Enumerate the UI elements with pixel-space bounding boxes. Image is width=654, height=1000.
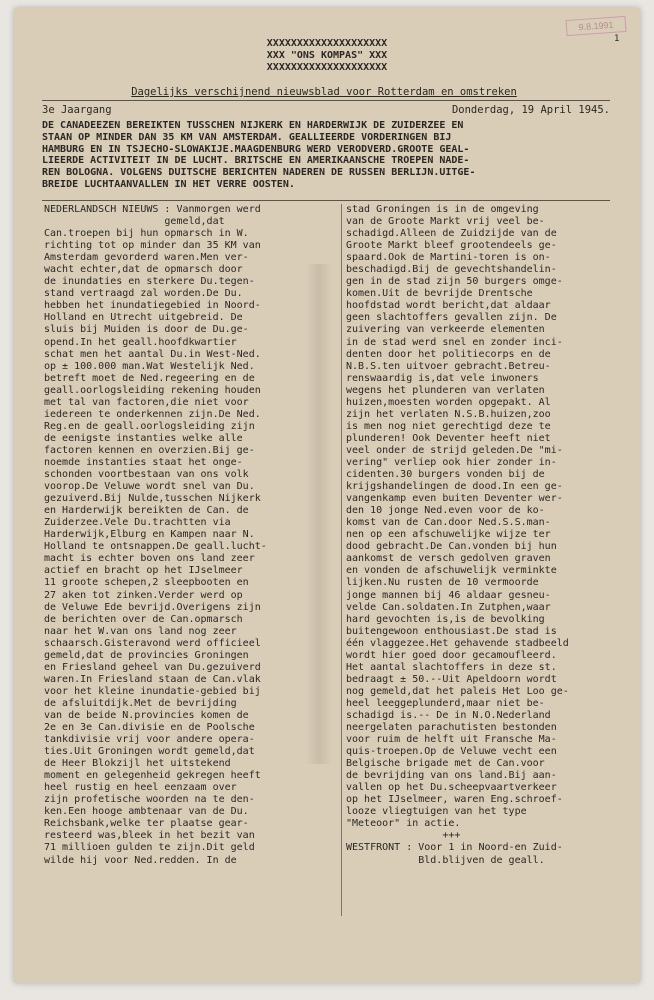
text-line: looze vliegtuigen van het type — [346, 806, 527, 818]
text-line: Can.troepen bij hun opmarsch in W. — [44, 228, 249, 240]
text-line: tankdivisie vrij voor andere opera- — [44, 734, 255, 746]
text-line: krijgshandelingen de dood.In een ge- — [346, 481, 563, 493]
text-line: richting tot op minder dan 35 KM van — [44, 240, 261, 252]
headline-line: STAAN OP MINDER DAN 35 KM VAN AMSTERDAM. GEALLIEERDE VORDERINGEN BIJ — [42, 131, 452, 143]
text-line: geen slachtoffers gevallen zijn. De — [346, 312, 557, 324]
text-line: naar het W.van ons land nog zeer — [44, 625, 237, 637]
text-line: cidenten.30 burgers vonden bij de — [346, 469, 545, 481]
text-line: den 10 jonge Ned.even voor de ko- — [346, 505, 545, 517]
headline-line: DE CANADEEZEN BEREIKTEN TUSSCHEN NIJKERK EN HARDERWIJK DE ZUIDERZEE EN — [42, 120, 464, 131]
text-line: heel leeggeplunderd,maar niet be- — [346, 697, 545, 709]
text-line: sluis bij Muiden is door de Du.ge- — [44, 324, 249, 336]
text-line: plunderen! Ook Deventer heeft niet — [346, 432, 551, 444]
text-line: zijn het verlaten N.S.B.huizen,zoo — [346, 408, 551, 420]
text-line: schadigd is.-- De in N.O.Nederland — [346, 709, 551, 721]
text-line: ties.Uit Groningen wordt gemeld,dat — [44, 746, 255, 758]
headline-line: LIEERDE ACTIVITEIT IN DE LUCHT. BRITSCHE EN AMERIKAANSCHE TROEPEN NADE- — [42, 155, 470, 167]
volume-label: 3e Jaargang — [42, 104, 112, 116]
text-line: +++ — [346, 830, 461, 842]
text-line: moment en gelegenheid gekregen heeft — [44, 770, 261, 782]
text-line: heel rustig en heel eenzaam over — [44, 782, 237, 794]
text-line: denten door het politiecorps en de — [346, 348, 551, 360]
divider-line — [42, 200, 610, 201]
text-line: de bevrijding van ons land.Bij aan- — [346, 770, 557, 782]
text-line: resteerd was,bleek in het bezit van — [44, 830, 255, 842]
text-line: actief en bracht op het IJselmeer — [44, 565, 243, 577]
text-line: op het IJselmeer, waren Eng.schroef- — [346, 794, 563, 806]
text-line: en Friesland geheel van Du.gezuiverd — [44, 661, 261, 673]
text-line: één vlaggezee.Het gehavende stadbeeld — [346, 637, 569, 649]
text-line: 71 millioen gulden te zijn.Dit geld — [44, 842, 255, 854]
text-line: de inundaties en sterkere Du.tegen- — [44, 276, 255, 288]
text-line: Bld.blijven de geall. — [346, 854, 545, 866]
text-line: lijken.Nu rusten de 10 vermoorde — [346, 577, 539, 589]
text-line: Harderwijk,Elburg en Kampen naar N. — [44, 529, 255, 541]
text-line: factoren kennen en overzien.Bij ge- — [44, 444, 255, 456]
text-line: jonge mannen bij 46 aldaar gesneu- — [346, 589, 551, 601]
text-line: vallen op het Du.scheepvaartverkeer — [346, 782, 557, 794]
text-line: Het aantal slachtoffers in deze st. — [346, 661, 557, 673]
text-line: de eenigste instanties welke alle — [44, 432, 243, 444]
text-line: buitengewoon enthousiast.De stad is — [346, 625, 557, 637]
text-line: zijn profetische woorden na te den- — [44, 794, 255, 806]
text-line: wacht echter,dat de opmarsch door — [44, 264, 243, 276]
text-line: geall.oorlogsleiding rekening houden — [44, 384, 261, 396]
text-line: voorop.De Veluwe wordt snel van Du. — [44, 481, 255, 493]
text-line: gemeld,dat — [44, 216, 225, 228]
newspaper-page — [14, 8, 640, 983]
text-line: wilde hij voor Ned.redden. In de — [44, 854, 237, 866]
text-line: huizen,moesten worden opgepakt. Al — [346, 396, 551, 408]
right-column — [346, 204, 631, 867]
text-line: Zuiderzee.Vele Du.trachtten via — [44, 517, 231, 529]
text-line: gezuiverd.Bij Nulde,tusschen Nijkerk — [44, 493, 261, 505]
text-line: stad Groningen is in de omgeving — [346, 204, 539, 215]
text-line: iedereen te onderkennen zijn.De Ned. — [44, 408, 261, 420]
headline-line: BREIDE LUCHTAANVALLEN IN HET VERRE OOSTEN. — [42, 178, 295, 190]
text-line: Holland en Utrecht uitgebreid. De — [44, 312, 243, 324]
text-line: Reichsbank,welke ter plaatse gear- — [44, 818, 249, 830]
text-line: voor ruim de helft uit Fransche Ma- — [346, 734, 557, 746]
text-line: schadigd.Alleen de Zuidzijde van de — [346, 228, 557, 240]
text-line: Holland te ontsnappen.De geall.lucht- — [44, 541, 267, 553]
text-line: "Meteoor" in actie. — [346, 818, 461, 830]
text-line: wordt hier goed door gecamoufleerd. — [346, 649, 557, 661]
text-line: zuivering van verkeerde elementen — [346, 324, 545, 336]
headline — [42, 120, 614, 191]
text-line: noemde instanties staat het onge- — [44, 456, 243, 468]
text-line: gemeld,dat de provincies Groningen — [44, 649, 249, 661]
text-line: komst van de Can.door Ned.S.S.man- — [346, 517, 551, 529]
text-line: de berichten over de Can.opmarsch — [44, 613, 243, 625]
text-line: betreft moet de Ned.regeering en de — [44, 372, 255, 384]
text-line: en Harderwijk bereikten de Can. de — [44, 505, 249, 517]
text-line: quis-troepen.Op de Veluwe vecht een — [346, 746, 557, 758]
text-line: neergelaten parachutisten bestonden — [346, 722, 557, 734]
text-line: de Heer Blokzijl het uitstekend — [44, 758, 231, 770]
text-line: op ± 100.000 man.Wat Westelijk Ned. — [44, 360, 255, 372]
text-line: en vonden de afschuwelijk verminkte — [346, 565, 557, 577]
text-line: beschadigd.Bij de gevechtshandelin- — [346, 264, 557, 276]
text-line: Amsterdam gevorderd waren.Men ver- — [44, 252, 249, 264]
text-line: 2e en 3e Can.divisie en de Poolsche — [44, 722, 255, 734]
text-line: komen.Uit de bevrijde Drentsche — [346, 288, 533, 300]
text-line: vangenkamp even buiten Deventer wer- — [346, 493, 563, 505]
newspaper-subtitle: Dagelijks verschijnend nieuwsblad voor Rotterdam en omstreken — [131, 86, 517, 98]
text-line: de Veluwe Ede bevrijd.Overigens zijn — [44, 601, 261, 613]
text-line: Belgische brigade met de Can.voor — [346, 758, 545, 770]
text-line: vering" verliep ook hier zonder in- — [346, 456, 557, 468]
text-line: stand vertraagd zal worden.De Du. — [44, 288, 243, 300]
text-line: schaarsch.Gisteravond werd officieel — [44, 637, 261, 649]
text-line: de afsluitdijk.Met de bevrijding — [44, 697, 237, 709]
text-line: NEDERLANDSCH NIEUWS : Vanmorgen werd — [44, 204, 261, 215]
text-line: N.B.S.ten uitvoer gebracht.Betreu- — [346, 360, 551, 372]
text-line: schat men het aantal Du.in West-Ned. — [44, 348, 261, 360]
text-line: ken.Een hooge ambtenaar van de Du. — [44, 806, 249, 818]
text-line: veel onder de strijd geleden.De "mi- — [346, 444, 563, 456]
text-line: 11 groote schepen,2 sleepbooten en — [44, 577, 249, 589]
text-line: renswaardig is,dat vele inwoners — [346, 372, 539, 384]
headline-line: HAMBURG EN IN TSJECHO-SLOWAKIJE.MAAGDENBURG WERD VERODVERD.GROOTE GEAL- — [42, 143, 470, 155]
text-line: spaard.Ook de Martini-toren is on- — [346, 252, 551, 264]
text-line: van de Groote Markt vrij veel be- — [346, 216, 545, 228]
masthead-border-bottom: XXXXXXXXXXXXXXXXXXXX — [266, 62, 388, 73]
headline-line: REN BOLOGNA. VOLGENS DUITSCHE BERICHTEN NADEREN DE RUSSEN BERLIJN.UITGE- — [42, 167, 476, 179]
text-line: met tal van factoren,die niet voor — [44, 396, 249, 408]
text-line: hebben het inundatiegebied in Noord- — [44, 300, 261, 312]
masthead-border-top: XXXXXXXXXXXXXXXXXXXX — [266, 38, 388, 49]
text-line: opend.In het geall.hoofdkwartier — [44, 336, 237, 348]
text-line: nen op een afschuwelijke wijze ter — [346, 529, 551, 541]
text-line: 27 aken tot zinken.Verder werd op — [44, 589, 243, 601]
text-line: in de stad werd snel en zonder inci- — [346, 336, 563, 348]
page-number: 1 — [614, 34, 620, 44]
text-line: nog gemeld,dat het paleis Het Loo ge- — [346, 685, 569, 697]
text-line: macht is echter boven ons land zeer — [44, 553, 255, 565]
column-divider — [341, 204, 342, 916]
text-line: Groote Markt bleef grootendeels ge- — [346, 240, 557, 252]
text-line: WESTFRONT : Voor 1 in Noord-en Zuid- — [346, 842, 563, 854]
text-line: Reg.en de geall.oorlogsleiding zijn — [44, 420, 255, 432]
issue-date: Donderdag, 19 April 1945. — [451, 104, 610, 116]
masthead-title: XXX "ONS KOMPAS" XXX — [266, 50, 388, 61]
text-line: bedraagt ± 50.--Uit Apeldoorn wordt — [346, 673, 557, 685]
text-line: schonden voortbestaan van ons volk — [44, 469, 249, 481]
text-line: is men nog niet gerechtigd deze te — [346, 420, 551, 432]
text-line: aankomst de versch gedolven graven — [346, 553, 551, 565]
text-line: waren.In Friesland staan de Can.vlak — [44, 673, 261, 685]
divider-line — [42, 100, 610, 101]
left-column — [44, 204, 339, 867]
text-line: voor het kleine inundatie-gebied bij — [44, 685, 261, 697]
archive-stamp: 9.8.1991 — [566, 16, 627, 36]
text-line: velde Can.soldaten.In Zutphen,waar — [346, 601, 551, 613]
text-line: van de beide N.provincies komen de — [44, 709, 249, 721]
text-line: gen in de stad zijn 50 burgers omge- — [346, 276, 563, 288]
text-line: dood gebracht.De Can.vonden bij hun — [346, 541, 557, 553]
text-line: hard gevochten is,is de bevolking — [346, 613, 545, 625]
masthead — [14, 38, 640, 74]
text-line: wegens het plunderen van verlaten — [346, 384, 545, 396]
text-line: hoofdstad wordt bericht,dat aldaar — [346, 300, 551, 312]
